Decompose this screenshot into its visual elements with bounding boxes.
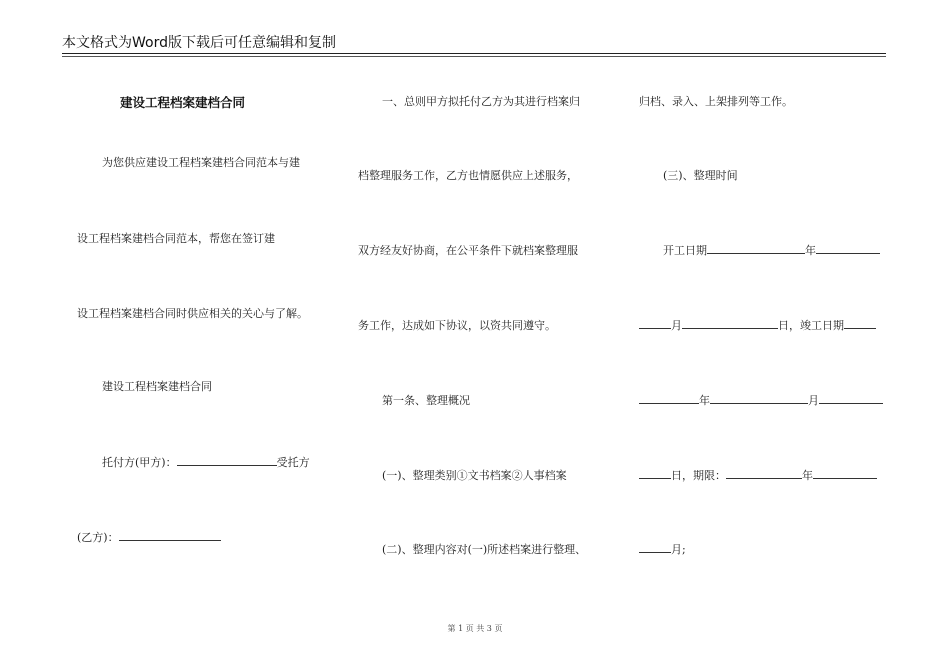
end-date-line bbox=[639, 392, 883, 408]
party-a-line bbox=[102, 454, 310, 470]
party-a-label: 托付方(甲方)： bbox=[102, 456, 177, 469]
start-month-blank[interactable] bbox=[816, 242, 880, 254]
year-label: 年 bbox=[805, 244, 816, 257]
party-b-label: (乙方)： bbox=[77, 531, 119, 544]
general-clause-line-4: 务工作，达成如下协议，以资共同遵守。 bbox=[358, 319, 556, 332]
term-year-blank[interactable] bbox=[726, 467, 802, 479]
start-end-date-line bbox=[639, 317, 876, 333]
term-line bbox=[639, 467, 877, 483]
end-year-blank-2[interactable] bbox=[639, 392, 699, 404]
month-label: 月 bbox=[671, 319, 682, 332]
month-label-2: 月 bbox=[808, 394, 819, 407]
organize-category: (一)、整理类别①文书档案②人事档案 bbox=[382, 469, 567, 482]
year-label-3: 年 bbox=[802, 469, 813, 482]
intro-line-3: 设工程档案建档合同时供应相关的关心与了解。 bbox=[77, 307, 308, 320]
end-day-blank[interactable] bbox=[819, 392, 883, 404]
contract-subtitle: 建设工程档案建档合同 bbox=[102, 380, 212, 393]
start-date-line bbox=[663, 242, 880, 258]
term-month-blank[interactable] bbox=[813, 467, 877, 479]
start-date-label: 开工日期 bbox=[663, 244, 707, 257]
page-number: 第 1 页 共 3 页 bbox=[447, 624, 503, 633]
general-clause-line-2: 档整理服务工作，乙方也情愿供应上述服务， bbox=[358, 169, 578, 182]
term-end-line bbox=[639, 541, 686, 557]
general-clause-line-3: 双方经友好协商，在公平条件下就档案整理服 bbox=[358, 244, 578, 257]
year-label-2: 年 bbox=[699, 394, 710, 407]
start-day-blank[interactable] bbox=[682, 317, 778, 329]
party-b-line bbox=[77, 529, 221, 545]
article-1-heading: 第一条、整理概况 bbox=[382, 394, 470, 407]
party-b-prefix: 受托方 bbox=[276, 456, 310, 469]
month-prefix-blank[interactable] bbox=[639, 317, 671, 329]
party-a-blank[interactable] bbox=[177, 454, 277, 466]
organize-time-heading: (三)、整理时间 bbox=[663, 169, 738, 182]
end-year-blank[interactable] bbox=[844, 317, 876, 329]
intro-line-1: 为您供应建设工程档案建档合同范本与建 bbox=[102, 156, 300, 169]
document-header: 本文格式为Word版下载后可任意编辑和复制 bbox=[62, 35, 336, 51]
header-rule-secondary bbox=[62, 56, 886, 57]
term-month-blank-2[interactable] bbox=[639, 541, 671, 553]
header-rule bbox=[62, 53, 886, 54]
general-clause-line-1: 一、总则甲方拟托付乙方为其进行档案归 bbox=[382, 95, 580, 108]
document-title: 建设工程档案建档合同 bbox=[120, 95, 246, 110]
intro-line-2: 设工程档案建档合同范本，帮您在签订建 bbox=[77, 232, 275, 245]
party-b-blank[interactable] bbox=[119, 529, 221, 541]
organize-content: (二)、整理内容对(一)所述档案进行整理、 bbox=[382, 543, 587, 556]
work-items-line: 归档、录入、上架排列等工作。 bbox=[639, 95, 793, 108]
term-day-blank[interactable] bbox=[639, 467, 671, 479]
end-date-label: 日，竣工日期 bbox=[778, 319, 844, 332]
start-year-blank[interactable] bbox=[707, 242, 805, 254]
term-label: 日，期限： bbox=[671, 469, 726, 482]
month-label-3: 月; bbox=[671, 543, 686, 556]
end-month-blank[interactable] bbox=[710, 392, 808, 404]
